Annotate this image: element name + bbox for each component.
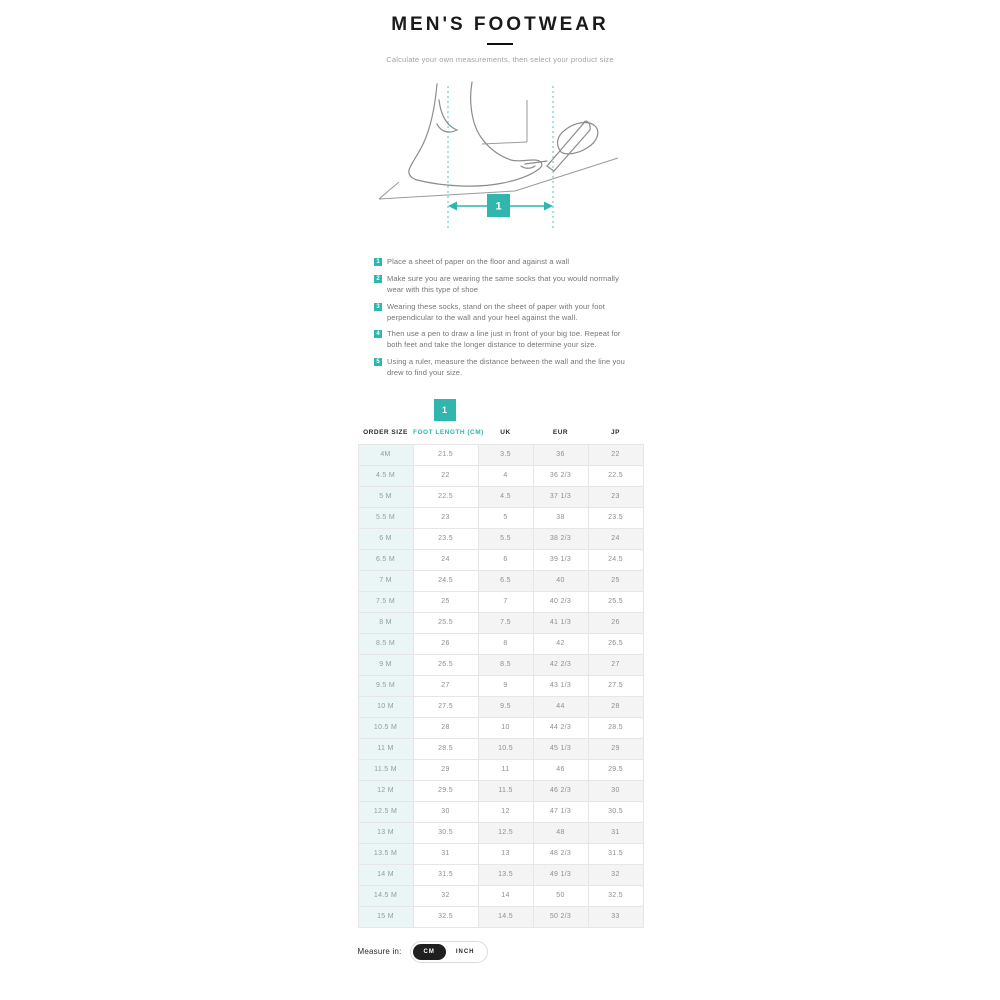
table-cell: 12.5 M — [358, 801, 413, 822]
foot-measuring-illustration — [375, 78, 625, 243]
table-cell: 50 — [533, 885, 588, 906]
measure-arrow — [448, 194, 553, 217]
wall-lines — [482, 100, 527, 144]
table-cell: 40 2/3 — [533, 591, 588, 612]
table-cell: 12.5 — [478, 822, 533, 843]
table-cell: 7.5 — [478, 612, 533, 633]
unit-toggle — [410, 941, 488, 963]
table-cell: 5 M — [358, 486, 413, 507]
table-row — [358, 549, 643, 570]
table-cell: 9 — [478, 675, 533, 696]
table-row — [358, 612, 643, 633]
table-badge-row — [358, 397, 643, 429]
table-cell: 45 1/3 — [533, 738, 588, 759]
table-cell: 24.5 — [413, 570, 478, 591]
table-cell: 46 2/3 — [533, 780, 588, 801]
instruction-text: Make sure you are wearing the same socks that you would normally wear with this type of shoe — [387, 273, 619, 294]
table-cell: 11 — [478, 759, 533, 780]
instruction-item — [374, 274, 626, 296]
table-cell: 28 — [413, 717, 478, 738]
instruction-text: Place a sheet of paper on the floor and against a wall — [387, 257, 570, 266]
table-cell: 31.5 — [588, 843, 643, 864]
table-cell: 11.5 — [478, 780, 533, 801]
size-table-body — [358, 444, 643, 927]
table-row — [358, 675, 643, 696]
table-cell: 10.5 — [478, 738, 533, 759]
table-cell: 10 — [478, 717, 533, 738]
page-header — [0, 0, 1000, 64]
table-row — [358, 885, 643, 906]
table-cell: 6 — [478, 549, 533, 570]
table-cell: 44 2/3 — [533, 717, 588, 738]
table-cell: 28.5 — [588, 717, 643, 738]
table-cell: 8 M — [358, 612, 413, 633]
table-cell: 27 — [588, 654, 643, 675]
table-cell: 4 — [478, 465, 533, 486]
table-cell: 32 — [588, 864, 643, 885]
table-cell: 24 — [588, 528, 643, 549]
table-cell: 12 — [478, 801, 533, 822]
table-cell: 39 1/3 — [533, 549, 588, 570]
table-cell: 14.5 M — [358, 885, 413, 906]
table-cell: 31 — [413, 843, 478, 864]
table-row — [358, 822, 643, 843]
table-cell: 8 — [478, 633, 533, 654]
measure-in-label: Measure in: — [357, 947, 402, 957]
table-cell: 29.5 — [413, 780, 478, 801]
table-row — [358, 696, 643, 717]
table-cell: 28 — [588, 696, 643, 717]
table-cell: 29.5 — [588, 759, 643, 780]
table-cell: 27.5 — [413, 696, 478, 717]
table-cell: 7 M — [358, 570, 413, 591]
table-header-row — [358, 429, 643, 445]
table-cell: 6.5 M — [358, 549, 413, 570]
step-number-badge: 4 — [374, 330, 382, 338]
table-cell: 22 — [413, 465, 478, 486]
table-cell: 30 — [413, 801, 478, 822]
table-cell: 4.5 — [478, 486, 533, 507]
table-row — [358, 507, 643, 528]
table-cell: 29 — [588, 738, 643, 759]
table-cell: 13 M — [358, 822, 413, 843]
table-cell: 37 1/3 — [533, 486, 588, 507]
table-cell: 26 — [413, 633, 478, 654]
table-cell: 50 2/3 — [533, 906, 588, 927]
table-row — [358, 486, 643, 507]
table-cell: 30 — [588, 780, 643, 801]
table-cell: 38 — [533, 507, 588, 528]
table-row — [358, 906, 643, 927]
table-cell: 32 — [413, 885, 478, 906]
table-cell: 24.5 — [588, 549, 643, 570]
measure-unit-row — [358, 941, 643, 963]
table-cell: 14.5 — [478, 906, 533, 927]
page-title: MEN'S FOOTWEAR — [391, 14, 609, 35]
header-jp: JP — [611, 428, 620, 436]
step-number-badge: 5 — [374, 358, 382, 366]
instruction-item — [374, 357, 626, 379]
table-cell: 7.5 M — [358, 591, 413, 612]
table-cell: 5.5 M — [358, 507, 413, 528]
table-cell: 10.5 M — [358, 717, 413, 738]
table-cell: 11 M — [358, 738, 413, 759]
table-cell: 13 — [478, 843, 533, 864]
instruction-text: Using a ruler, measure the distance between the wall and the line you drew to find your size. — [387, 357, 625, 377]
instruction-item — [374, 257, 626, 268]
instruction-item — [374, 302, 626, 324]
table-row — [358, 864, 643, 885]
table-cell: 26.5 — [413, 654, 478, 675]
foot-illustration-svg — [375, 78, 625, 238]
table-cell: 5 — [478, 507, 533, 528]
table-cell: 23 — [588, 486, 643, 507]
table-row — [358, 738, 643, 759]
inch-toggle-button[interactable]: INCH — [446, 944, 485, 960]
table-cell: 28.5 — [413, 738, 478, 759]
instruction-text: Then use a pen to draw a line just in front of your big toe. Repeat for both feet and take the longer distance to determine your size. — [387, 329, 621, 350]
table-cell: 3.5 — [478, 444, 533, 465]
table-cell: 21.5 — [413, 444, 478, 465]
table-cell: 5.5 — [478, 528, 533, 549]
table-cell: 15 M — [358, 906, 413, 927]
table-row — [358, 591, 643, 612]
table-cell: 44 — [533, 696, 588, 717]
table-row — [358, 633, 643, 654]
step-number-badge: 2 — [374, 275, 382, 283]
table-cell: 13.5 M — [358, 843, 413, 864]
instructions-list — [374, 257, 626, 379]
table-row — [358, 717, 643, 738]
step-one-label: 1 — [495, 200, 502, 213]
table-cell: 42 2/3 — [533, 654, 588, 675]
size-table — [358, 429, 644, 928]
table-cell: 36 2/3 — [533, 465, 588, 486]
table-cell: 42 — [533, 633, 588, 654]
table-cell: 24 — [413, 549, 478, 570]
table-cell: 9.5 — [478, 696, 533, 717]
instruction-text: Wearing these socks, stand on the sheet of paper with your foot perpendicular to the wall and your heel against the wall. — [387, 301, 605, 322]
table-cell: 32.5 — [588, 885, 643, 906]
table-cell: 7 — [478, 591, 533, 612]
table-row — [358, 780, 643, 801]
table-cell: 33 — [588, 906, 643, 927]
table-cell: 47 1/3 — [533, 801, 588, 822]
table-cell: 13.5 — [478, 864, 533, 885]
table-cell: 14 — [478, 885, 533, 906]
table-cell: 31.5 — [413, 864, 478, 885]
pen-and-hand — [525, 121, 598, 171]
table-cell: 14 M — [358, 864, 413, 885]
table-cell: 30.5 — [588, 801, 643, 822]
table-row — [358, 759, 643, 780]
table-cell: 25.5 — [588, 591, 643, 612]
table-cell: 6.5 — [478, 570, 533, 591]
table-cell: 6 M — [358, 528, 413, 549]
table-cell: 26.5 — [588, 633, 643, 654]
header-uk: UK — [500, 428, 511, 436]
page-subtitle: Calculate your own measurements, then select your product size — [386, 55, 614, 64]
table-cell: 31 — [588, 822, 643, 843]
table-cell: 27 — [413, 675, 478, 696]
table-cell: 38 2/3 — [533, 528, 588, 549]
header-order-size: ORDER SIZE — [363, 428, 408, 436]
table-cell: 23 — [413, 507, 478, 528]
step-number-badge: 1 — [374, 258, 382, 266]
table-cell: 40 — [533, 570, 588, 591]
table-cell: 4M — [358, 444, 413, 465]
table-row — [358, 654, 643, 675]
table-row — [358, 465, 643, 486]
header-foot-length: FOOT LENGTH (CM) — [413, 428, 484, 436]
table-cell: 22.5 — [588, 465, 643, 486]
table-cell: 27.5 — [588, 675, 643, 696]
table-row — [358, 528, 643, 549]
table-cell: 22 — [588, 444, 643, 465]
table-cell: 25 — [413, 591, 478, 612]
table-cell: 11.5 M — [358, 759, 413, 780]
table-row — [358, 843, 643, 864]
paper-sheet — [379, 158, 618, 199]
table-cell: 25 — [588, 570, 643, 591]
table-cell: 41 1/3 — [533, 612, 588, 633]
table-cell: 29 — [413, 759, 478, 780]
table-cell: 48 2/3 — [533, 843, 588, 864]
table-row — [358, 444, 643, 465]
table-row — [358, 570, 643, 591]
table-cell: 22.5 — [413, 486, 478, 507]
table-cell: 10 M — [358, 696, 413, 717]
table-cell: 46 — [533, 759, 588, 780]
table-cell: 8.5 — [478, 654, 533, 675]
table-cell: 23.5 — [413, 528, 478, 549]
table-cell: 26 — [588, 612, 643, 633]
table-cell: 32.5 — [413, 906, 478, 927]
table-cell: 48 — [533, 822, 588, 843]
title-underline — [487, 43, 513, 45]
table-cell: 43 1/3 — [533, 675, 588, 696]
foot-length-step-badge: 1 — [434, 399, 456, 421]
foot-outline — [409, 82, 542, 186]
step-number-badge: 3 — [374, 303, 382, 311]
table-cell: 9 M — [358, 654, 413, 675]
table-row — [358, 801, 643, 822]
table-cell: 25.5 — [413, 612, 478, 633]
header-eur: EUR — [552, 428, 569, 436]
cm-toggle-button[interactable]: CM — [413, 944, 446, 960]
table-cell: 4.5 M — [358, 465, 413, 486]
instruction-item — [374, 329, 626, 351]
table-cell: 9.5 M — [358, 675, 413, 696]
table-cell: 23.5 — [588, 507, 643, 528]
table-cell: 36 — [533, 444, 588, 465]
table-cell: 49 1/3 — [533, 864, 588, 885]
size-table-section — [358, 397, 643, 928]
table-cell: 30.5 — [413, 822, 478, 843]
table-cell: 8.5 M — [358, 633, 413, 654]
table-cell: 12 M — [358, 780, 413, 801]
